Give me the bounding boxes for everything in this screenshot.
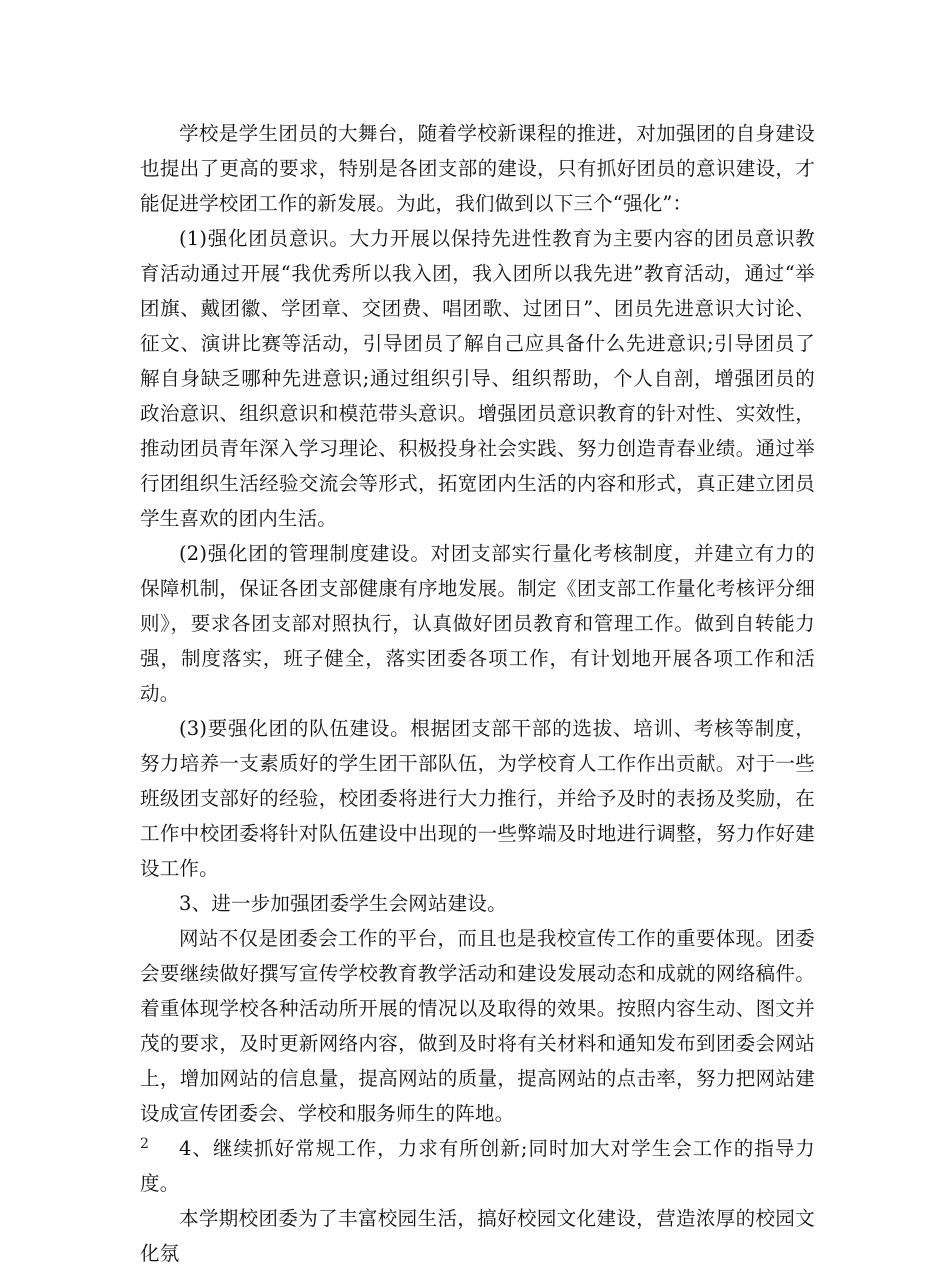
paragraph-strengthen-management-system: (2)强化团的管理制度建设。对团支部实行量化考核制度，并建立有力的保障机制，保证各团支部健康有序地发展。制定《团支部工作量化考核评分细则》，要求各团支部对照执行，认真做好团员教育和管理工作。做到自转能力强，制度落实，班子健全，落实团委各项工作，有计划地开展各项工作和活动。 [140,542,815,705]
paragraph-strengthen-member-awareness: (1)强化团员意识。大力开展以保持先进性教育为主要内容的团员意识教育活动通过开展“我优秀所以我入团，我入团所以我先进”教育活动，通过“举团旗、戴团徽、学团章、交团费、唱团歌、过团日”、团员先进意识大讨论、征文、演讲比赛等活动，引导团员了解自己应具备什么先进意识;引导团员了解自身缺乏哪种先进意识;通过组织引导、组织帮助，个人自剖，增强团员的政治意识、组织意识和模范带头意识。增强团员意识教育的针对性、实效性，推动团员青年深入学习理论、积极投身社会实践、努力创造青春业绩。通过举行团组织生活经验交流会等形式，拓宽团内生活的内容和形式，真正建立团员学生喜欢的团内生活。 [140,227,815,530]
paragraph-campus-culture: 本学期校团委为了丰富校园生活，搞好校园文化建设，营造浓厚的校园文化氛 [140,1207,815,1265]
paragraph-strengthen-team-building: (3)要强化团的队伍建设。根据团支部干部的选拔、培训、考核等制度，努力培养一支素质好的学生团干部队伍，为学校育人工作作出贡献。对于一些班级团支部好的经验，校团委将进行大力推行，并给予及时的表扬及奖励，在工作中校团委将针对队伍建设中出现的一些弊端及时地进行调整，努力作好建设工作。 [140,717,815,880]
paragraph-website: 网站不仅是团委会工作的平台，而且也是我校宣传工作的重要体现。团委会要继续做好撰写宣传学校教育教学活动和建设发展动态和成就的网络稿件。着重体现学校各种活动所开展的情况以及取得的效果。按照内容生动、图文并茂的要求，及时更新网络内容，做到及时将有关材料和通知发布到团委会网站上，增加网站的信息量，提高网站的质量，提高网站的点击率，努力把网站建设成宣传团委会、学校和服务师生的阵地。 [140,927,815,1125]
paragraph-section-4-heading: 4、继续抓好常规工作，力求有所创新;同时加大对学生会工作的指导力度。 [140,1137,815,1195]
document-body [140,116,815,1271]
paragraph-intro: 学校是学生团员的大舞台，随着学校新课程的推进，对加强团的自身建设也提出了更高的要求，特别是各团支部的建设，只有抓好团员的意识建设，才能促进学校团工作的新发展。为此，我们做到以下三个“强化”： [140,122,815,215]
paragraph-section-3-heading: 3、进一步加强团委学生会网站建设。 [179,892,507,915]
page-number: 2 [140,1136,149,1152]
